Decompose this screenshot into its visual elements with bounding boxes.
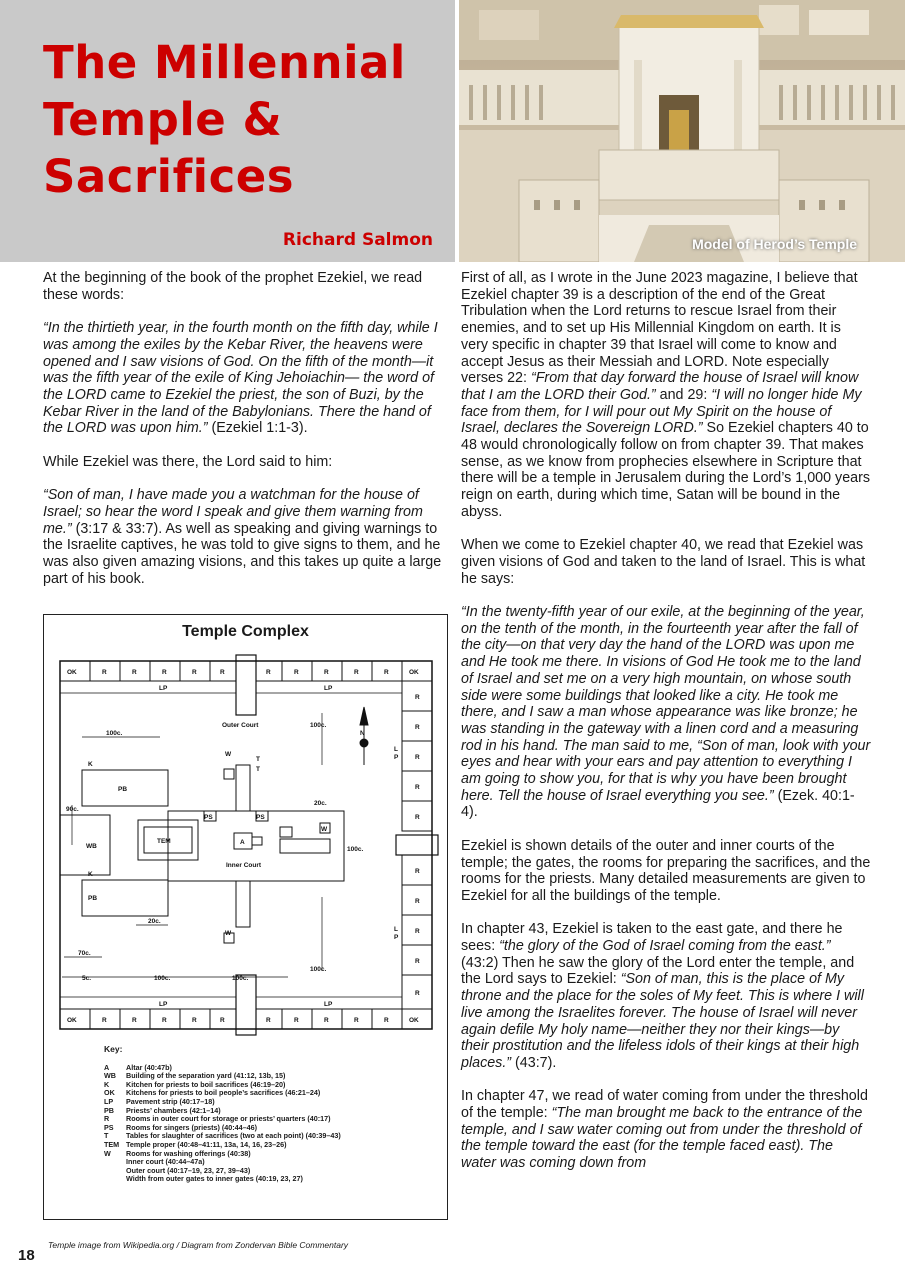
paragraph-text: (43:2) Then he saw the glory of the Lord enter the temple, and the Lord says to Ezekiel:: [461, 954, 855, 988]
label-ok: OK: [67, 1017, 77, 1024]
diagram-key: [104, 1045, 341, 1184]
label-washing: W: [321, 826, 328, 833]
label-ok: OK: [409, 669, 419, 676]
label-room: R: [415, 990, 420, 997]
key-row: Width from outer gates to inner gates (40:19, 23, 27): [126, 1174, 303, 1184]
key-row: TEM Temple proper (40:48–41:11, 13a, 14, 16, 23–26): [104, 1139, 287, 1149]
label-pavement-l: L: [394, 926, 398, 933]
label-room: R: [354, 1017, 359, 1024]
title-line: Sacrifices: [43, 150, 295, 203]
paragraph-text: First of all, as I wrote in the June 2023 magazine, I believe that Ezekiel chapter 39 is a description of the end of the Great Tribulation when the Lord returns to rescue Israel from their enemies, and to set up His Millennial Kingdom on earth. It is very specific in chapter 39 that Israel will come to know and accept Jesus as their Messiah and LORD. Note especially verses 22:: [461, 270, 858, 387]
label-tables: T: [256, 766, 260, 773]
scripture-quote: “In the thirtieth year, in the fourth month on the fifth day, while I was among the exiles by the Kebar River, the heavens were opened and I saw visions of God. On the fifth of the month—it was the fifth year of the exile of King Jehoiachin— the word of the LORD came to Ezekiel the priest, the son of Buzi, by the Kebar River in the land of the Babylonians. There the hand of the LORD was upon him.”: [43, 320, 438, 437]
paragraph-text: (3:17 & 33:7). As well as speaking and giving warnings to the Israelite captives, he was told to give signs to them, and he was also given amazing visions, and this takes up quite a large part of his book.: [43, 520, 442, 587]
label-measure-20: 20c.: [314, 800, 327, 807]
key-row: WB Building of the separation yard (41:12, 13b, 15): [104, 1071, 286, 1081]
label-room: R: [266, 669, 271, 676]
paragraph: Ezekiel is shown details of the outer and inner courts of the temple; the gates, the rooms for preparing the sacrifices, and the rooms for the priests. Many detailed measurements are given to Ezekiel for all the buildings of the temple.: [461, 837, 871, 904]
top-rooms: [60, 661, 432, 681]
label-pavement: LP: [324, 685, 333, 692]
label-room: R: [220, 669, 225, 676]
label-pavement: LP: [159, 1001, 168, 1008]
scripture-quote: “Son of man, I have made you a watchman for the house of Israel; so hear the word I speak and give them warning from me.”: [43, 487, 423, 537]
label-room: R: [324, 669, 329, 676]
key-row: PS Rooms for singers (priests) (40:44–46): [104, 1122, 258, 1132]
label-room: R: [102, 669, 107, 676]
label-room: R: [192, 1017, 197, 1024]
key-row: Inner court (40:44–47a): [126, 1157, 205, 1167]
key-row: PB Priests’ chambers (42:1–14): [104, 1105, 221, 1115]
label-washing: W: [225, 930, 232, 937]
label-measure-100: 100c.: [154, 975, 171, 982]
label-measure-100: 100c.: [106, 730, 123, 737]
paragraph-text: In chapter 43, Ezekiel is taken to the east gate, and there he sees:: [461, 921, 843, 955]
separation-building: [60, 815, 110, 875]
label-room: R: [415, 694, 420, 701]
page-number: 18: [18, 1247, 35, 1264]
label-temple: TEM: [157, 838, 171, 845]
label-kitchen: K: [88, 871, 93, 878]
temple-complex-diagram: [43, 614, 448, 1220]
label-tables: T: [256, 756, 260, 763]
label-room: R: [162, 669, 167, 676]
right-column: [461, 270, 871, 1189]
key-row: A Altar (40:47b): [104, 1062, 172, 1072]
label-north: N: [360, 730, 365, 737]
scripture-reference: (43:7).: [511, 1054, 557, 1071]
scripture-quote: “From that day forward the house of Israel will know that I am the LORD their God.”: [461, 370, 859, 403]
label-room: R: [354, 669, 359, 676]
paragraph: [43, 320, 448, 437]
paragraph: When we come to Ezekiel chapter 40, we read that Ezekiel was given visions of God and taken to the land of Israel. This is what he says:: [461, 537, 866, 587]
paragraph: [461, 921, 871, 1071]
label-room: R: [294, 1017, 299, 1024]
label-outer-court: Outer Court: [222, 722, 259, 729]
label-ok: OK: [67, 669, 77, 676]
paragraph: [461, 1088, 871, 1172]
photo-caption: Model of Herod’s Temple: [692, 236, 857, 252]
label-room: R: [324, 1017, 329, 1024]
bottom-rooms: [60, 1009, 432, 1029]
outer-wall: [60, 661, 432, 1029]
label-priest-chamber: PB: [88, 895, 98, 902]
label-washing: W: [225, 751, 232, 758]
label-measure-100: 100c.: [232, 975, 249, 982]
paragraph-text: and 29:: [655, 386, 712, 403]
label-pavement-p: P: [394, 934, 399, 941]
label-room: R: [415, 784, 420, 791]
scripture-quote: “I will no longer hide My face from them, for I will pour out My Spirit on the house of Israel, declares the Sovereign LORD.”: [461, 386, 862, 437]
label-inner-court: Inner Court: [226, 862, 262, 869]
label-room: R: [384, 1017, 389, 1024]
scripture-reference: (Ezekiel 1:1-3).: [207, 420, 308, 437]
label-room: R: [415, 868, 420, 875]
label-pavement: LP: [159, 685, 168, 692]
label-measure-100: 100c.: [347, 846, 364, 853]
label-room: R: [415, 958, 420, 965]
image-credit: Temple image from Wikipedia.org / Diagram from Zondervan Bible Commentary: [48, 1240, 349, 1250]
label-measure-90: 90c.: [66, 806, 79, 813]
label-altar: A: [240, 839, 245, 846]
inner-east-gate: [280, 839, 330, 853]
label-singers: PS: [256, 814, 265, 821]
label-measure-20: 20c.: [148, 918, 161, 925]
label-room: R: [266, 1017, 271, 1024]
label-measure-5: 5c.: [82, 975, 92, 982]
key-row: LP Pavement strip (40:17–18): [104, 1096, 215, 1106]
label-pavement-p: P: [394, 754, 399, 761]
key-row: Outer court (40:17–19, 23, 27, 39–43): [126, 1165, 251, 1175]
paragraph: While Ezekiel was there, the Lord said to him:: [43, 453, 333, 470]
label-separation-building: WB: [86, 843, 97, 850]
label-measure-70: 70c.: [78, 950, 91, 957]
label-measure-100: 100c.: [310, 966, 327, 973]
left-column: [43, 270, 448, 604]
paragraph: [43, 487, 448, 587]
south-gate: [236, 975, 256, 1035]
label-kitchen: K: [88, 761, 93, 768]
label-room: R: [415, 814, 420, 821]
scripture-quote: “In the twenty-fifth year of our exile, at the beginning of the year, on the tenth of the month, in the fourteenth year after the fall of the city—on that very day the hand of the LORD was upon me and He took me there. In visions of God He took me to the land of Israel and set me on a very high mountain, on whose south side were some buildings that looked like a city. He took me there, and I saw a man whose appearance was like bronze; he was standing in the gateway with a linen cord and a measuring rod in his hand. The man said to me, “Son of man, look with your eyes and hear with your ears and pay attention to everything I am going to show you, for that is why you have been brought here. Tell the house of Israel everything you see.”: [461, 604, 871, 804]
title-line: The Millennial: [43, 36, 406, 89]
inner-south-gate: [236, 881, 250, 927]
paragraph: [461, 270, 871, 521]
label-room: R: [102, 1017, 107, 1024]
author-name: Richard Salmon: [282, 230, 433, 250]
key-row: T Tables for slaughter of sacrifices (two at each point) (40:39–43): [104, 1131, 341, 1141]
label-room: R: [384, 669, 389, 676]
scripture-reference: (Ezek. 40:1-4).: [461, 787, 855, 821]
label-priest-chamber: PB: [118, 786, 128, 793]
key-row: R Rooms in outer court for storage or priests’ quarters (40:17): [104, 1114, 331, 1124]
key-title: Key:: [104, 1044, 123, 1054]
scripture-quote: “Son of man, this is the place of My throne and the place for the soles of My feet. This is where I will live among the Israelites forever. The house of Israel will never again defile My holy name—neither they nor their kings—by their prostitution and the lifeless idols of their kings at their high places.”: [461, 971, 864, 1071]
north-gate: [236, 655, 256, 715]
label-room: R: [220, 1017, 225, 1024]
label-room: R: [132, 1017, 137, 1024]
label-room: R: [415, 928, 420, 935]
key-row: K Kitchen for priests to boil sacrifices (46:19–20): [104, 1079, 286, 1089]
key-row: OK Kitchens for priests to boil people’s sacrifices (46:21–24): [104, 1088, 321, 1098]
scripture-quote: “The man brought me back to the entrance of the temple, and I saw water coming out from under the threshold of the temple toward the east (for the temple faced east). The water was coming down from: [461, 1105, 863, 1172]
paragraph-text: In chapter 47, we read of water coming from under the threshold of the temple:: [461, 1088, 868, 1122]
label-measure-100: 100c.: [310, 722, 327, 729]
label-room: R: [415, 754, 420, 761]
scripture-quote: “the glory of the God of Israel coming from the east.”: [499, 938, 831, 955]
label-room: R: [192, 669, 197, 676]
temple-model-photo: [459, 0, 905, 262]
label-room: R: [132, 669, 137, 676]
label-pavement: LP: [324, 1001, 333, 1008]
label-singers: PS: [204, 814, 213, 821]
diagram-title: Temple Complex: [182, 623, 309, 640]
paragraph: At the beginning of the book of the prophet Ezekiel, we read these words:: [43, 270, 423, 303]
temple-model-image: [459, 0, 905, 262]
label-room: R: [415, 898, 420, 905]
label-room: R: [294, 669, 299, 676]
label-pavement-l: L: [394, 746, 398, 753]
temple-plan: [44, 645, 447, 1065]
paragraph: [461, 604, 871, 821]
label-room: R: [415, 724, 420, 731]
label-ok: OK: [409, 1017, 419, 1024]
inner-north-gate: [236, 765, 250, 811]
article-title: [43, 34, 406, 205]
title-panel: [0, 0, 455, 262]
label-room: R: [162, 1017, 167, 1024]
title-line: Temple &: [43, 93, 283, 146]
paragraph-text: So Ezekiel chapters 40 to 48 would chronologically follow on from chapter 39. That makes sense, as we know from prophecies elsewhere in Scripture that there will be a temple in Jerusalem during the Lord’s 1,000 years reign on earth, during which time, Satan will be bound in the abyss.: [461, 420, 871, 520]
key-row: W Rooms for washing offerings (40:38): [104, 1148, 251, 1158]
